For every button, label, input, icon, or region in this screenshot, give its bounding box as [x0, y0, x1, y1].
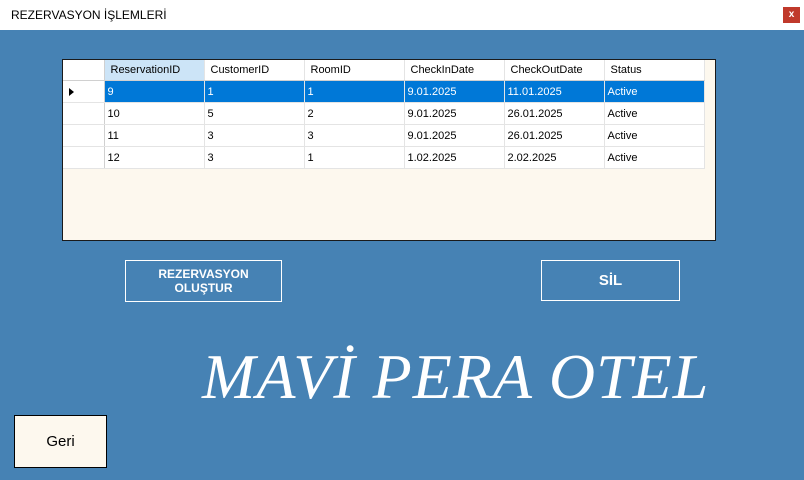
table-cell[interactable]: 3	[204, 147, 304, 169]
delete-button[interactable]: SİL	[541, 260, 680, 301]
title-bar	[0, 0, 804, 30]
table-cell[interactable]: Active	[604, 125, 704, 147]
hotel-brand-title: MAVİ PERA OTEL	[202, 341, 710, 412]
create-reservation-button[interactable]	[125, 260, 282, 302]
column-header-checkindate[interactable]: CheckInDate	[404, 60, 504, 81]
table-cell[interactable]: 11	[104, 125, 204, 147]
table-row[interactable]	[63, 103, 704, 125]
table-cell[interactable]: 1	[204, 81, 304, 103]
reservations-grid[interactable]	[62, 59, 716, 241]
table-cell[interactable]: Active	[604, 147, 704, 169]
table-cell[interactable]: 3	[204, 125, 304, 147]
table-cell[interactable]: 26.01.2025	[504, 125, 604, 147]
table-cell[interactable]: Active	[604, 81, 704, 103]
table-cell[interactable]: 10	[104, 103, 204, 125]
create-button-line1: REZERVASYON	[158, 267, 249, 281]
table-row[interactable]	[63, 125, 704, 147]
table-cell[interactable]: 26.01.2025	[504, 103, 604, 125]
column-header-roomid[interactable]: RoomID	[304, 60, 404, 81]
close-button[interactable]: x	[783, 7, 800, 23]
column-header-customerid[interactable]: CustomerID	[204, 60, 304, 81]
table-row[interactable]	[63, 81, 704, 103]
table-cell[interactable]: 2.02.2025	[504, 147, 604, 169]
table-cell[interactable]: 9.01.2025	[404, 81, 504, 103]
table-cell[interactable]: Active	[604, 103, 704, 125]
row-header[interactable]	[63, 81, 104, 103]
create-button-line2: OLUŞTUR	[174, 281, 233, 295]
table-cell[interactable]: 5	[204, 103, 304, 125]
column-header-status[interactable]: Status	[604, 60, 704, 81]
table-cell[interactable]: 9.01.2025	[404, 103, 504, 125]
table-row[interactable]	[63, 147, 704, 169]
current-row-arrow-icon	[69, 88, 74, 96]
table-cell[interactable]: 1	[304, 147, 404, 169]
table-cell[interactable]: 1.02.2025	[404, 147, 504, 169]
column-header-reservationid[interactable]: ReservationID	[104, 60, 204, 81]
table-cell[interactable]: 3	[304, 125, 404, 147]
table-cell[interactable]: 2	[304, 103, 404, 125]
grid-corner-header[interactable]	[63, 60, 104, 81]
table-cell[interactable]: 11.01.2025	[504, 81, 604, 103]
row-header[interactable]	[63, 125, 104, 147]
table-cell[interactable]: 1	[304, 81, 404, 103]
row-header[interactable]	[63, 147, 104, 169]
table-cell[interactable]: 9.01.2025	[404, 125, 504, 147]
row-header[interactable]	[63, 103, 104, 125]
column-header-checkoutdate[interactable]: CheckOutDate	[504, 60, 604, 81]
window-title: REZERVASYON İŞLEMLERİ	[11, 8, 167, 22]
grid-header-row	[63, 60, 704, 81]
table-cell[interactable]: 9	[104, 81, 204, 103]
back-button[interactable]: Geri	[14, 415, 107, 468]
table-cell[interactable]: 12	[104, 147, 204, 169]
